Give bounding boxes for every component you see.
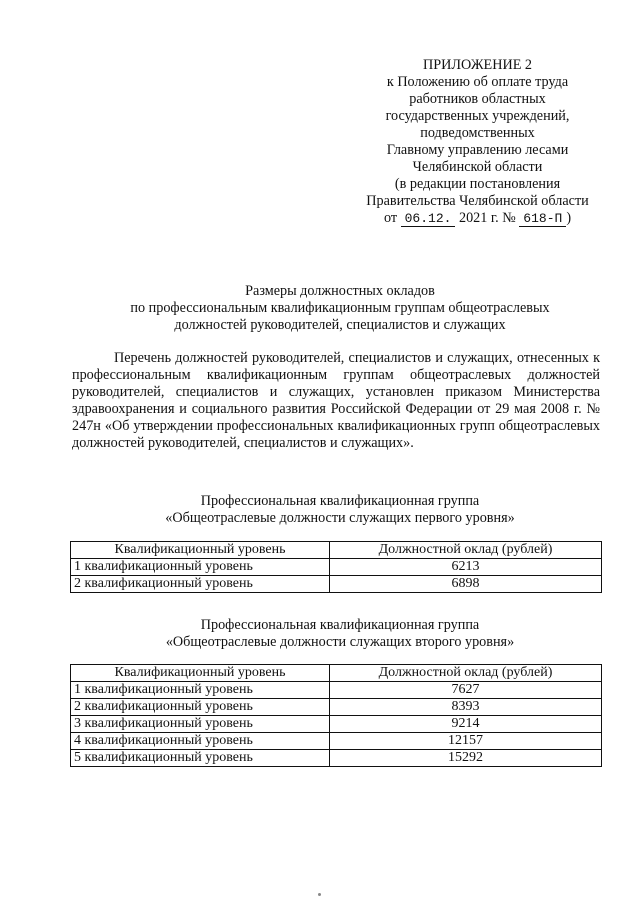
salary-cell: 7627 bbox=[330, 682, 602, 699]
appendix-title: ПРИЛОЖЕНИЕ 2 bbox=[422, 57, 533, 73]
salary-cell: 8393 bbox=[330, 699, 602, 716]
group-heading-line: Профессиональная квалификационная группа bbox=[200, 617, 480, 633]
table-row bbox=[71, 559, 602, 576]
column-header-level: Квалификационный уровень bbox=[71, 542, 330, 559]
table-row bbox=[71, 716, 602, 733]
appendix-line: государственных учреждений, bbox=[385, 108, 570, 124]
salary-cell: 6213 bbox=[330, 559, 602, 576]
appendix-line: подведомственных bbox=[420, 125, 535, 141]
table-header-row bbox=[71, 542, 602, 559]
close-paren: ) bbox=[566, 210, 572, 226]
group-heading-second-level bbox=[80, 617, 600, 651]
appendix-line: (в редакции постановления bbox=[394, 176, 561, 192]
column-header-salary: Должностной оклад (рублей) bbox=[330, 665, 602, 682]
level-cell: 3 квалификационный уровень bbox=[71, 716, 330, 733]
table-row bbox=[71, 733, 602, 750]
salary-cell: 15292 bbox=[330, 750, 602, 767]
salary-cell: 9214 bbox=[330, 716, 602, 733]
level-cell: 5 квалификационный уровень bbox=[71, 750, 330, 767]
salary-cell: 6898 bbox=[330, 576, 602, 593]
resolution-date: 06.12. bbox=[401, 211, 456, 227]
scan-speck bbox=[318, 893, 321, 896]
group-heading-first-level bbox=[80, 493, 600, 527]
level-cell: 1 квалификационный уровень bbox=[71, 559, 330, 576]
table-row bbox=[71, 750, 602, 767]
table-row bbox=[71, 576, 602, 593]
intro-paragraph: Перечень должностей руководителей, специалистов и служащих, отнесенных к профессиональным квалификационным группам общеотраслевых должностей руководителей, специалистов и служащих, установлен приказом Министерства здравоохранения и социального развития Российской Федерации от 29 мая 2008 г. № 247н «Об утверждении профессиональных квалификационных групп общеотраслевых должностей руководителей, специалистов и служащих». bbox=[72, 350, 600, 451]
appendix-line: Правительства Челябинской области bbox=[366, 193, 589, 209]
group-heading-line: «Общеотраслевые должности служащих первого уровня» bbox=[165, 510, 515, 526]
title-line: Размеры должностных окладов bbox=[245, 283, 435, 299]
level-cell: 4 квалификационный уровень bbox=[71, 733, 330, 750]
appendix-line: к Положению об оплате труда bbox=[386, 74, 569, 90]
title-line: должностей руководителей, специалистов и служащих bbox=[174, 317, 506, 333]
level-cell: 1 квалификационный уровень bbox=[71, 682, 330, 699]
salary-table-first-level bbox=[70, 541, 602, 593]
column-header-salary: Должностной оклад (рублей) bbox=[330, 542, 602, 559]
document-title bbox=[60, 283, 620, 334]
table-row bbox=[71, 699, 602, 716]
appendix-block bbox=[340, 57, 615, 227]
appendix-line: Челябинской области bbox=[412, 159, 543, 175]
resolution-number: 618-П bbox=[519, 211, 566, 227]
appendix-date-line bbox=[340, 210, 615, 227]
year-suffix: 2021 г. № bbox=[458, 210, 516, 226]
level-cell: 2 квалификационный уровень bbox=[71, 699, 330, 716]
group-heading-line: Профессиональная квалификационная группа bbox=[200, 493, 480, 509]
column-header-level: Квалификационный уровень bbox=[71, 665, 330, 682]
salary-table-second-level bbox=[70, 664, 602, 767]
group-heading-line: «Общеотраслевые должности служащих второго уровня» bbox=[165, 634, 515, 650]
level-cell: 2 квалификационный уровень bbox=[71, 576, 330, 593]
appendix-line: работников областных bbox=[409, 91, 546, 107]
title-line: по профессиональным квалификационным группам общеотраслевых bbox=[130, 300, 550, 316]
table-header-row bbox=[71, 665, 602, 682]
date-prefix: от bbox=[383, 210, 398, 226]
salary-cell: 12157 bbox=[330, 733, 602, 750]
table-row bbox=[71, 682, 602, 699]
appendix-line: Главному управлению лесами bbox=[386, 142, 569, 158]
